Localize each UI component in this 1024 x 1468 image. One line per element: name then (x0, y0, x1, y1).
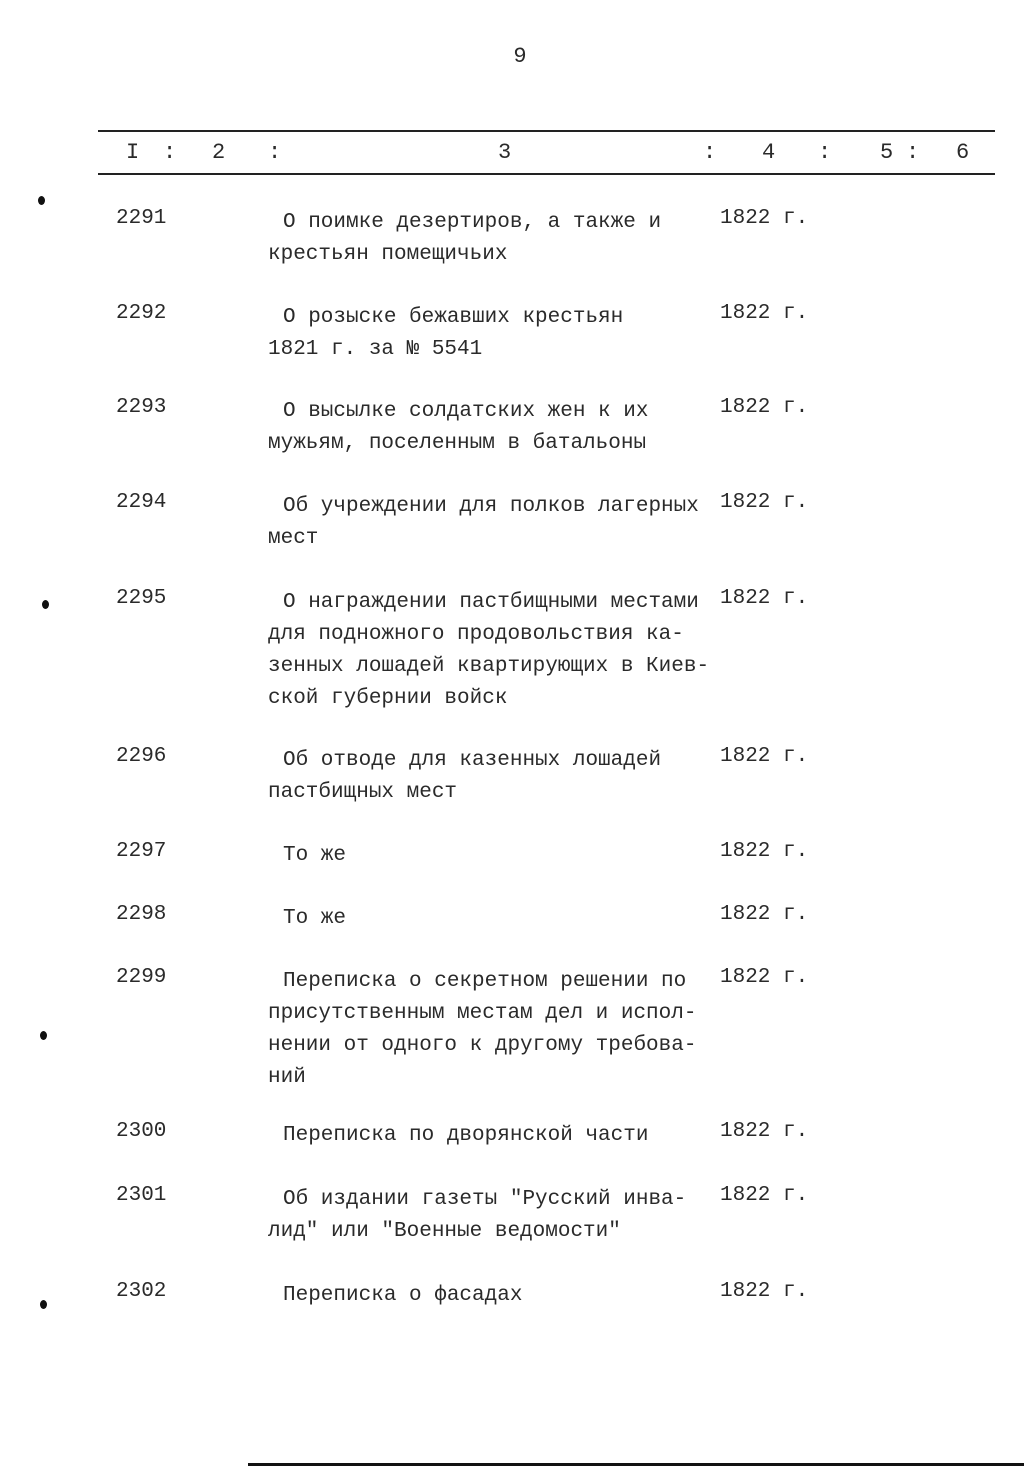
case-year: 1822 г. (720, 903, 809, 926)
case-year: 1822 г. (720, 1280, 809, 1303)
header-separator: : (163, 140, 177, 165)
case-title-line: нении от одного к другому требова- (268, 1034, 697, 1057)
table-header-rule (98, 173, 995, 175)
case-title-line: для подножного продовольствия ка- (268, 623, 684, 646)
case-year: 1822 г. (720, 396, 809, 419)
case-title (268, 587, 718, 715)
case-title-line: пастбищных мест (268, 781, 458, 804)
case-title-line: мужьям, поселенным в батальоны (268, 432, 647, 455)
case-number: 2295 (116, 587, 167, 610)
page-number: 9 (513, 44, 527, 69)
case-year: 1822 г. (720, 207, 809, 230)
case-title (268, 1280, 718, 1312)
case-title (268, 1120, 718, 1152)
binding-hole-mark (42, 600, 49, 609)
case-title (268, 966, 718, 1094)
case-year: 1822 г. (720, 491, 809, 514)
case-number: 2296 (116, 745, 167, 768)
case-year: 1822 г. (720, 745, 809, 768)
header-col-2: 2 (212, 140, 226, 165)
case-title-line: О розыске бежавших крестьян (283, 306, 624, 329)
case-title-line: лид" или "Военные ведомости" (268, 1220, 621, 1243)
header-col-3: 3 (498, 140, 512, 165)
case-title (268, 1184, 718, 1248)
binding-hole-mark (40, 1031, 47, 1040)
case-title-line: О поимке дезертиров, а также и (283, 211, 662, 234)
case-title-line: Об учреждении для полков лагерных (283, 495, 699, 518)
header-separator: : (818, 140, 832, 165)
case-year: 1822 г. (720, 587, 809, 610)
case-title-line: 1821 г. за № 5541 (268, 338, 483, 361)
case-title (268, 491, 718, 555)
case-number: 2301 (116, 1184, 167, 1207)
case-title (268, 302, 718, 366)
header-separator: : (703, 140, 717, 165)
case-title-line: зенных лошадей квартирующих в Киев- (268, 655, 710, 678)
case-title (268, 396, 718, 460)
header-col-4: 4 (762, 140, 776, 165)
case-number: 2291 (116, 207, 167, 230)
bottom-rule (248, 1463, 1024, 1466)
case-title-line: О награждении пастбищными местами (283, 591, 699, 614)
case-title-line: ний (268, 1066, 306, 1089)
case-year: 1822 г. (720, 302, 809, 325)
case-number: 2299 (116, 966, 167, 989)
case-year: 1822 г. (720, 1184, 809, 1207)
table-top-rule (98, 130, 995, 132)
case-title-line: присутственным местам дел и испол- (268, 1002, 697, 1025)
case-number: 2293 (116, 396, 167, 419)
header-col-6: 6 (956, 140, 970, 165)
case-number: 2292 (116, 302, 167, 325)
case-year: 1822 г. (720, 1120, 809, 1143)
case-title-line: ской губернии войск (268, 687, 508, 710)
case-title (268, 840, 718, 872)
header-col-1: I (126, 140, 140, 165)
case-year: 1822 г. (720, 840, 809, 863)
case-number: 2297 (116, 840, 167, 863)
case-title-line: Об издании газеты "Русский инва- (283, 1188, 687, 1211)
case-title-line: То же (283, 844, 347, 867)
case-title-line: Об отводе для казенных лошадей (283, 749, 662, 772)
case-title (268, 745, 718, 809)
case-title (268, 903, 718, 935)
case-number: 2294 (116, 491, 167, 514)
case-year: 1822 г. (720, 966, 809, 989)
case-title-line: Переписка о секретном решении по (283, 970, 687, 993)
case-title-line: Переписка о фасадах (283, 1284, 523, 1307)
header-col-5: 5 (880, 140, 894, 165)
case-title-line: мест (268, 527, 319, 550)
case-number: 2300 (116, 1120, 167, 1143)
binding-hole-mark (38, 196, 45, 205)
case-title (268, 207, 718, 271)
header-separator: : (268, 140, 282, 165)
header-separator: : (906, 140, 920, 165)
case-title-line: Переписка по дворянской части (283, 1124, 649, 1147)
case-title-line: крестьян помещичьих (268, 243, 508, 266)
case-number: 2302 (116, 1280, 167, 1303)
case-title-line: То же (283, 907, 347, 930)
case-title-line: О высылке солдатских жен к их (283, 400, 649, 423)
binding-hole-mark (40, 1300, 47, 1309)
case-number: 2298 (116, 903, 167, 926)
